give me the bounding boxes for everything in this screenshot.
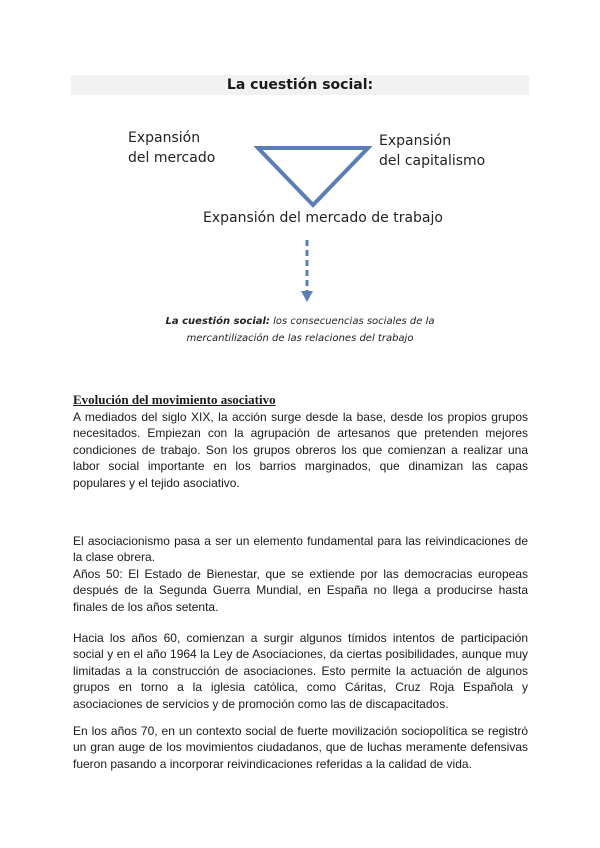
diagram-caption [150,313,450,347]
label-expansion-mercado-trabajo: Expansión del mercado de trabajo [203,210,443,226]
label-expansion-capitalismo [379,131,485,171]
caption-text: los consecuencias sociales de la [269,316,435,327]
caption-line-1 [150,313,450,330]
inverted-triangle [258,148,368,205]
paragraph: En los años 70, en un contexto social de fuerte movilización sociopolítica se registró un gran auge de los movimientos ciudadanos, que de luchas meramente defensivas fueron pasando a incorporar reivindicaciones referidas a la calidad de vida. [73,724,528,771]
label-line: Expansión [128,130,201,146]
caption-bold: La cuestión social: [165,316,270,327]
paragraph: Años 50: El Estado de Bienestar, que se extiende por las democracias europeas después de la Segunda Guerra Mundial, en España no llega a producirse hasta finales de los años setenta. [73,566,528,614]
label-line: del capitalismo [379,153,486,169]
page-title: La cuestión social: [71,75,529,95]
label-expansion-mercado [128,128,215,168]
label-line: Expansión [379,133,452,149]
paragraph: A mediados del siglo XIX, la acción surge desde la base, desde los propios grupos necesitados. Empiezan con la agrupación de artesanos que pretenden mejores condiciones de trabajo. Son los grupos obreros los que comienzan a realizar una labor social importante en los barrios marginados, que dinamizan las capas populares y el tejido asociativo. [73,410,528,490]
paragraph: Hacia los años 60, comienzan a surgir algunos tímidos intentos de participación social y en el año 1964 la Ley de Asociaciones, da ciertas posibilidades, aunque muy limitadas a la construcción de asociaciones. Esto permite la actuación de algunos grupos en torno a la iglesia católica, como Cáritas, Cruz Roja Española y asociaciones de servicios y de promoción como las de discapacitados. [73,631,528,711]
paragraph-group [73,533,528,615]
section-heading: Evolución del movimiento asociativo [73,392,276,407]
caption-line-2: mercantilización de las relaciones del trabajo [186,333,414,344]
arrow-head [301,291,313,302]
label-line: del mercado [128,150,216,166]
paragraph: El asociacionismo pasa a ser un elemento fundamental para las reivindicaciones de la clase obrera. [73,534,528,565]
